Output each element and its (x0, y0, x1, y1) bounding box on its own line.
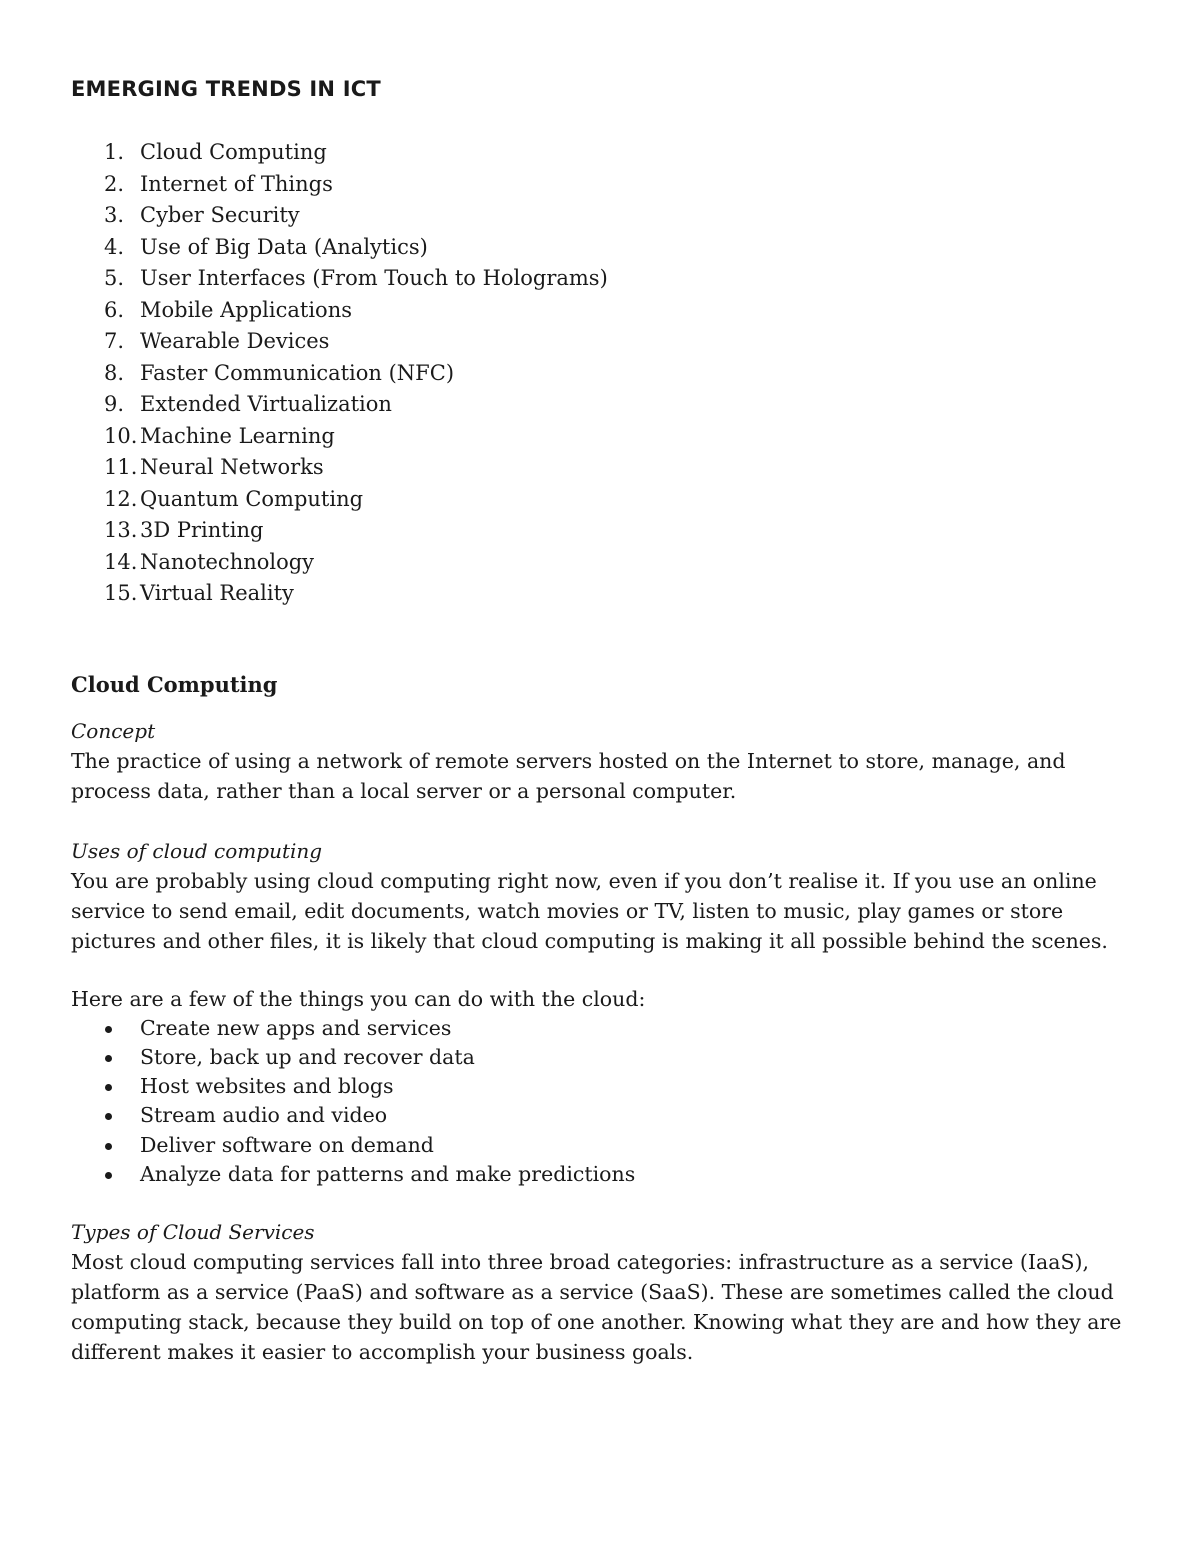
bullet-icon (105, 1055, 112, 1062)
list-item (71, 421, 1141, 453)
list-item (71, 263, 1141, 295)
list-item (71, 137, 1141, 169)
document-title: EMERGING TRENDS IN ICT (71, 77, 381, 101)
list-item (71, 452, 1141, 484)
list-item-label: 3D Printing (140, 518, 264, 542)
list-item-number: 13. (104, 518, 138, 542)
list-item-label: Mobile Applications (140, 297, 352, 322)
list-item-number: 4. (104, 234, 125, 259)
list-item-label: Virtual Reality (140, 581, 294, 605)
list-item (71, 515, 1141, 547)
list-item-label: Quantum Computing (140, 486, 364, 511)
types-subheading: Types of Cloud Services (71, 1220, 315, 1245)
bullet-icon (105, 1172, 112, 1179)
list-item (71, 1072, 1141, 1101)
list-item-number: 6. (104, 297, 125, 322)
list-item-number: 1. (104, 140, 125, 164)
concept-subheading: Concept (71, 718, 156, 743)
list-item (71, 389, 1141, 421)
list-item-label: Use of Big Data (Analytics) (140, 234, 428, 259)
cloud-uses-list (71, 1014, 1141, 1190)
list-item-number: 7. (104, 329, 125, 353)
list-item-number: 2. (104, 171, 125, 196)
list-item-label: Store, back up and recover data (140, 1044, 475, 1069)
list-item-number: 12. (104, 486, 138, 511)
list-item-number: 14. (104, 549, 138, 574)
list-item (71, 1101, 1141, 1130)
section-heading-cloud-computing: Cloud Computing (71, 671, 278, 697)
bullet-icon (105, 1084, 112, 1091)
bullet-icon (105, 1143, 112, 1150)
uses-subheading: Uses of cloud computing (71, 838, 323, 863)
list-item (71, 1160, 1141, 1189)
list-item-number: 10. (104, 423, 138, 448)
list-item-label: Stream audio and video (140, 1103, 388, 1128)
list-item-number: 8. (104, 360, 125, 385)
list-item-label: Deliver software on demand (140, 1132, 434, 1157)
list-item-label: Machine Learning (140, 423, 335, 448)
list-item-label: Analyze data for patterns and make predictions (140, 1161, 636, 1186)
list-item-label: User Interfaces (From Touch to Holograms) (140, 266, 608, 290)
list-item (71, 358, 1141, 390)
trends-list (71, 137, 1141, 610)
list-item-label: Neural Networks (140, 455, 324, 479)
list-item (71, 200, 1141, 232)
list-item-number: 9. (104, 392, 125, 416)
bullet-icon (105, 1026, 112, 1033)
list-item-label: Cyber Security (140, 203, 300, 227)
list-item (71, 1014, 1141, 1043)
list-item (71, 1131, 1141, 1160)
list-item-label: Faster Communication (NFC) (140, 360, 455, 385)
bullet-icon (105, 1113, 112, 1120)
list-item (71, 169, 1141, 201)
list-item (71, 484, 1141, 516)
list-item (71, 295, 1141, 327)
list-item-number: 5. (104, 266, 125, 290)
list-item-label: Internet of Things (140, 171, 333, 196)
list-item (71, 326, 1141, 358)
list-item-label: Wearable Devices (140, 329, 330, 353)
document-page (71, 72, 1141, 1367)
list-item-number: 3. (104, 203, 125, 227)
list-item (71, 232, 1141, 264)
list-item-label: Cloud Computing (140, 140, 327, 164)
concept-paragraph: The practice of using a network of remote servers hosted on the Internet to store, manage, and process data, rather than a local server or a personal computer. (71, 748, 1066, 803)
list-item-label: Extended Virtualization (140, 392, 392, 416)
list-item (71, 578, 1141, 610)
list-item-number: 15. (104, 581, 138, 605)
list-item-label: Create new apps and services (140, 1015, 452, 1040)
list-item (71, 1043, 1141, 1072)
list-item-label: Nanotechnology (140, 549, 315, 574)
uses-paragraph: You are probably using cloud computing right now, even if you don’t realise it. If you use an online service to send email, edit documents, watch movies or TV, listen to music, play games or store pictures and other files, it is likely that cloud computing is making it all possible behind the scenes. (71, 868, 1108, 953)
list-item (71, 547, 1141, 579)
list-item-number: 11. (104, 455, 138, 479)
things-intro: Here are a few of the things you can do with the cloud: (71, 986, 646, 1011)
list-item-label: Host websites and blogs (140, 1074, 394, 1099)
types-paragraph: Most cloud computing services fall into three broad categories: infrastructure as a service (IaaS), platform as a service (PaaS) and software as a service (SaaS). These are sometimes called the cloud computing stack, because they build on top of one another. Knowing what they are and how they are different makes it easier to accomplish your business goals. (71, 1250, 1122, 1365)
